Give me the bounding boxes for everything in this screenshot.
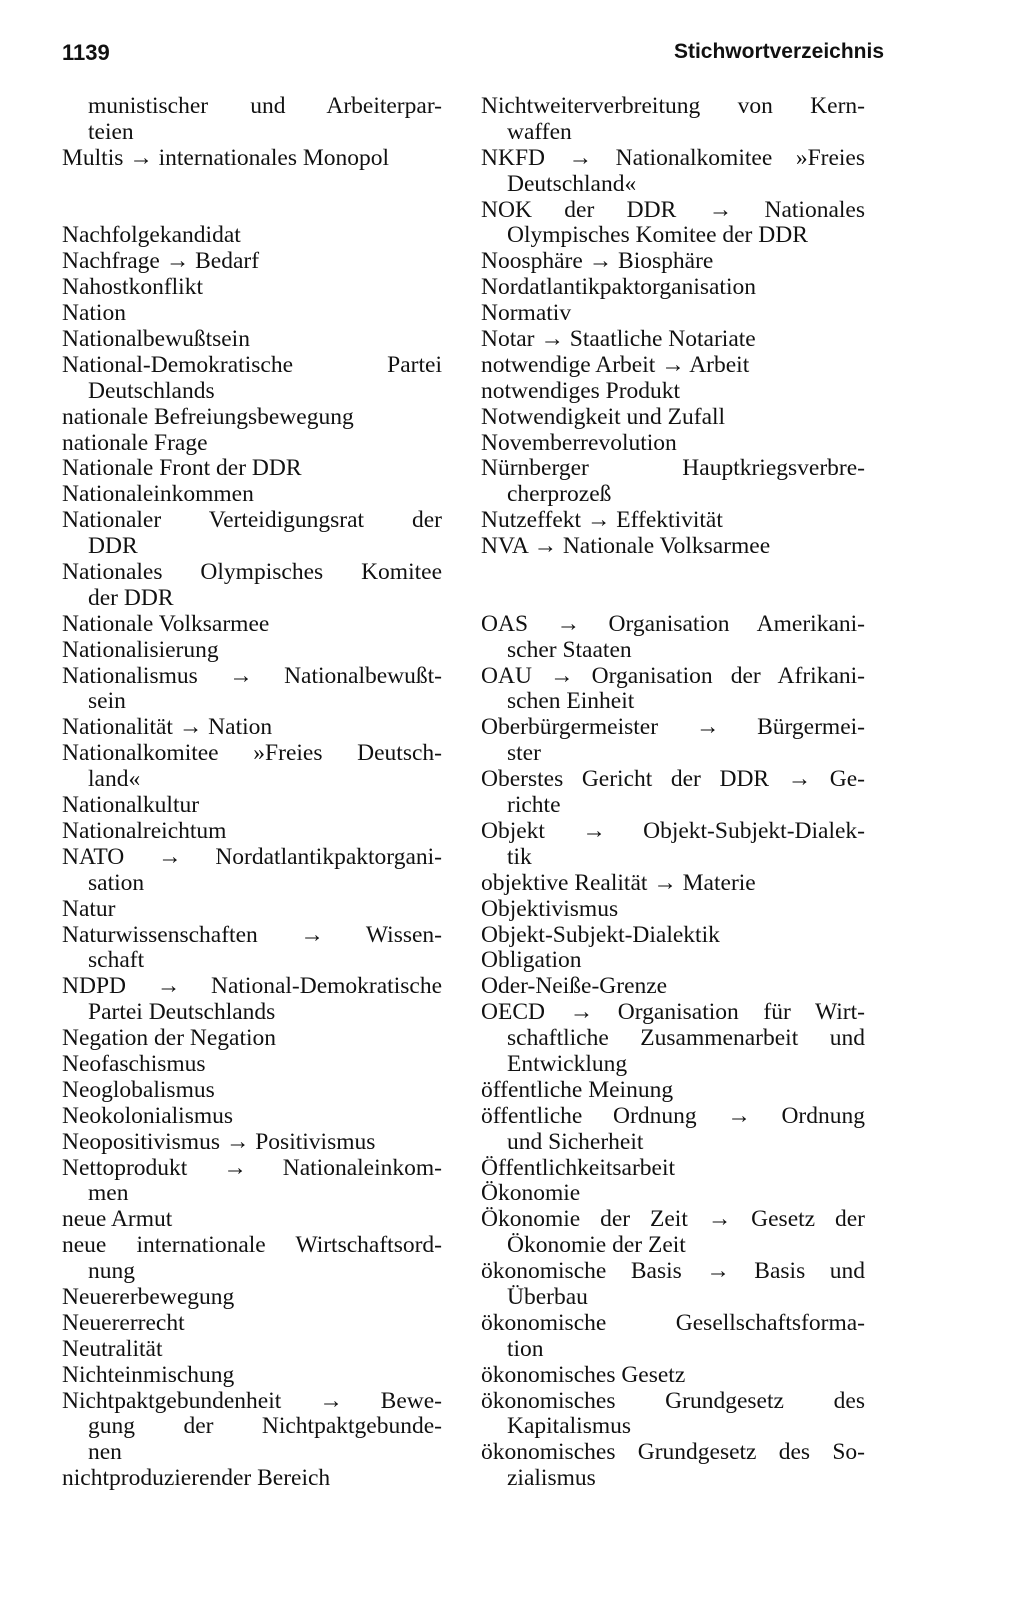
index-line: Nichtweiterverbreitung von Kern- bbox=[481, 93, 865, 119]
index-line: Neokolonialismus bbox=[62, 1102, 234, 1129]
section-gap bbox=[481, 560, 865, 586]
index-line: Neoglobalismus bbox=[62, 1076, 215, 1103]
index-line: öffentliche Meinung bbox=[481, 1076, 674, 1103]
index-line: neue internationale Wirtschaftsord- bbox=[62, 1232, 442, 1259]
index-line: nung bbox=[88, 1258, 135, 1285]
index-line: Neuererrecht bbox=[62, 1309, 185, 1336]
index-line: NKFD → Nationalkomitee »Freies bbox=[481, 144, 865, 171]
index-line: neue Armut bbox=[62, 1206, 173, 1233]
index-line: Oder-Neiße-Grenze bbox=[481, 973, 668, 1000]
index-line: objektive Realität → Materie bbox=[481, 869, 756, 896]
index-line: NATO → Nordatlantikpaktorgani- bbox=[62, 843, 442, 870]
index-line: DDR bbox=[88, 533, 138, 560]
index-line: OECD → Organisation für Wirt- bbox=[481, 999, 865, 1026]
index-line: Objekt → Objekt-Subjekt-Dialek- bbox=[481, 817, 865, 844]
index-line: Partei Deutschlands bbox=[88, 999, 276, 1026]
index-line: Nationalkomitee »Freies Deutsch- bbox=[62, 740, 442, 767]
index-line: sein bbox=[88, 688, 126, 715]
index-line: ökonomisches Grundgesetz des So- bbox=[481, 1439, 865, 1466]
index-line: Objekt-Subjekt-Dialektik bbox=[481, 921, 720, 948]
index-line: tik bbox=[507, 843, 532, 870]
index-line: land« bbox=[88, 766, 141, 793]
index-line: Naturwissenschaften → Wissen- bbox=[62, 921, 442, 948]
index-line: Nahostkonflikt bbox=[62, 274, 203, 301]
index-line: Nationaler Verteidigungsrat der bbox=[62, 507, 442, 534]
index-line: Kapitalismus bbox=[507, 1413, 632, 1440]
index-line: Ökonomie der Zeit bbox=[507, 1232, 686, 1259]
index-line: zialismus bbox=[507, 1465, 596, 1492]
section-gap bbox=[62, 172, 442, 198]
index-line: Neuererbewegung bbox=[62, 1283, 235, 1310]
index-line: Nationalbewußtsein bbox=[62, 326, 250, 353]
index-line: National-Demokratische Partei bbox=[62, 351, 442, 378]
index-line: Obligation bbox=[481, 947, 582, 974]
index-line: Ökonomie bbox=[481, 1180, 581, 1207]
index-line: Negation der Negation bbox=[62, 1025, 277, 1052]
index-column-left bbox=[62, 94, 442, 1492]
index-line: nen bbox=[88, 1439, 122, 1466]
index-line: Natur bbox=[62, 895, 116, 922]
index-line: teien bbox=[88, 118, 134, 145]
index-line: notwendige Arbeit → Arbeit bbox=[481, 351, 750, 378]
index-line: NDPD → National-Demokratische bbox=[62, 973, 442, 1000]
section-gap bbox=[62, 198, 442, 224]
index-line: schaft bbox=[88, 947, 145, 974]
index-line: Nationalismus → Nationalbewußt- bbox=[62, 662, 442, 689]
index-line: nationale Befreiungsbewegung bbox=[62, 403, 354, 430]
index-line: waffen bbox=[507, 118, 572, 145]
index-line: Nationales Olympisches Komitee bbox=[62, 559, 442, 586]
index-line: OAS → Organisation Amerikani- bbox=[481, 610, 865, 637]
index-line: schen Einheit bbox=[507, 688, 635, 715]
index-line: sation bbox=[88, 869, 145, 896]
index-line: gung der Nichtpaktgebunde- bbox=[88, 1413, 442, 1440]
index-line: cherprozeß bbox=[507, 481, 612, 508]
index-line: Nachfolgekandidat bbox=[62, 222, 241, 249]
running-title: Stichwortverzeichnis bbox=[673, 40, 884, 63]
index-line: Nationalkultur bbox=[62, 792, 200, 819]
index-line: Öffentlichkeitsarbeit bbox=[481, 1154, 676, 1181]
index-line: Novemberrevolution bbox=[481, 429, 677, 456]
index-line: Noosphäre → Biosphäre bbox=[481, 248, 714, 275]
index-line: men bbox=[88, 1180, 129, 1207]
index-line: Nichtpaktgebundenheit → Bewe- bbox=[62, 1387, 442, 1414]
index-line: NVA → Nationale Volksarmee bbox=[481, 533, 771, 560]
index-line: Nationalreichtum bbox=[62, 817, 227, 844]
index-line: ökonomisches Gesetz bbox=[481, 1361, 686, 1388]
index-line: Neopositivismus → Positivismus bbox=[62, 1128, 376, 1155]
index-line: OAU → Organisation der Afrikani- bbox=[481, 662, 865, 689]
page-header bbox=[62, 40, 884, 74]
index-line: nichtproduzierender Bereich bbox=[62, 1465, 331, 1492]
index-line: Nettoprodukt → Nationaleinkom- bbox=[62, 1154, 442, 1181]
index-line: Nationaleinkommen bbox=[62, 481, 254, 508]
index-line: Nordatlantikpaktorganisation bbox=[481, 274, 756, 301]
index-line: Notar → Staatliche Notariate bbox=[481, 326, 756, 353]
index-line: Nationalisierung bbox=[62, 636, 219, 663]
index-line: Neutralität bbox=[62, 1335, 163, 1362]
index-line: ökonomische Basis → Basis und bbox=[481, 1258, 865, 1285]
section-gap bbox=[481, 586, 865, 612]
index-line: Olympisches Komitee der DDR bbox=[507, 222, 808, 249]
index-line: Entwicklung bbox=[507, 1050, 628, 1077]
index-line: Nutzeffekt → Effektivität bbox=[481, 507, 723, 534]
index-line: ökonomisches Grundgesetz des bbox=[481, 1387, 865, 1414]
index-line: Oberbürgermeister → Bürgermei- bbox=[481, 714, 865, 741]
index-line: Überbau bbox=[507, 1283, 588, 1310]
index-line: Multis → internationales Monopol bbox=[62, 144, 390, 171]
index-line: tion bbox=[507, 1335, 544, 1362]
index-line: öffentliche Ordnung → Ordnung bbox=[481, 1102, 865, 1129]
index-line: Normativ bbox=[481, 300, 572, 327]
index-line: nationale Frage bbox=[62, 429, 208, 456]
index-line: Nationale Front der DDR bbox=[62, 455, 302, 482]
index-line: Ökonomie der Zeit → Gesetz der bbox=[481, 1206, 865, 1233]
index-line: Nichteinmischung bbox=[62, 1361, 235, 1388]
index-line: Nation bbox=[62, 300, 126, 327]
index-line: Nationale Volksarmee bbox=[62, 610, 270, 637]
index-line: und Sicherheit bbox=[507, 1128, 644, 1155]
index-line: richte bbox=[507, 792, 561, 819]
index-line: ökonomische Gesellschaftsforma- bbox=[481, 1309, 865, 1336]
index-line: Deutschlands bbox=[88, 377, 215, 404]
index-line: Nachfrage → Bedarf bbox=[62, 248, 260, 275]
index-line: Objektivismus bbox=[481, 895, 619, 922]
index-line: munistischer und Arbeiterpar- bbox=[88, 93, 442, 119]
index-line: Notwendigkeit und Zufall bbox=[481, 403, 726, 430]
index-column-right bbox=[481, 94, 865, 1492]
index-line: Oberstes Gericht der DDR → Ge- bbox=[481, 766, 865, 793]
page-number: 1139 bbox=[62, 40, 110, 65]
index-line: notwendiges Produkt bbox=[481, 377, 681, 404]
index-line: Neofaschismus bbox=[62, 1050, 206, 1077]
index-line: scher Staaten bbox=[507, 636, 632, 663]
index-line: ster bbox=[507, 740, 541, 767]
index-line: Deutschland« bbox=[507, 170, 637, 197]
index-line: schaftliche Zusammenarbeit und bbox=[507, 1025, 865, 1052]
index-line: Nationalität → Nation bbox=[62, 714, 273, 741]
index-line: der DDR bbox=[88, 584, 174, 611]
index-line: Nürnberger Hauptkriegsverbre- bbox=[481, 455, 865, 482]
index-line: NOK der DDR → Nationales bbox=[481, 196, 865, 223]
